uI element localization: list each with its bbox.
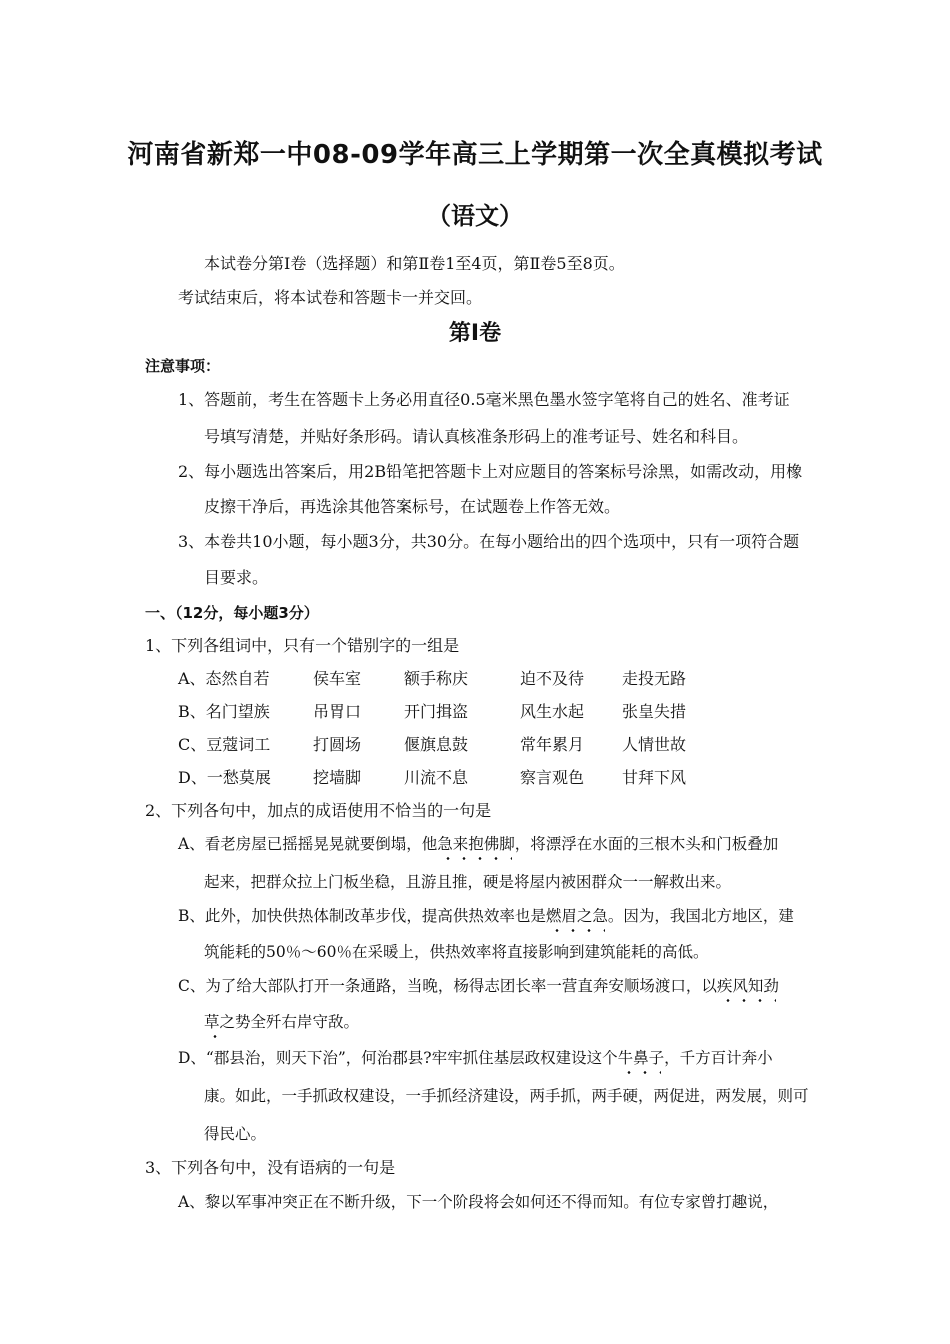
q2-option-c-line-2	[204, 1012, 359, 1032]
q3-option-a-line-1: A、黎以军事冲突正在不断升级，下一个阶段将会如何还不得而知。有位专家曾打趣说，	[178, 1193, 779, 1211]
note-3-line-b: 目要求。	[204, 568, 269, 587]
q2-c-text-post: 之势全歼右岸守敌。	[219, 1013, 360, 1031]
section-1-heading: 一、（12分，每小题3分）	[145, 604, 319, 622]
notes-heading: 注意事项：	[145, 357, 221, 375]
q2-a-text-pre: A、看老房屋已摇摇晃晃就要倒塌，他	[178, 835, 438, 853]
note-3-line-a: 3、本卷共10小题，每小题3分，共30分。在每小题给出的四个选项中，只有一项符合题	[178, 532, 800, 551]
q1-d-word-4: 察言观色	[520, 768, 585, 787]
q1-c-word-3: 偃旗息鼓	[404, 735, 469, 754]
q1-stem: 1、下列各组词中，只有一个错别字的一组是	[145, 636, 460, 655]
q1-d-label: D、一愁莫展	[178, 768, 271, 787]
q1-a-label: A、态然自若	[178, 669, 270, 688]
q1-d-word-5: 甘拜下风	[622, 768, 687, 787]
q1-b-word-3: 开门揖盗	[404, 702, 469, 721]
q2-option-d-line-3: 得民心。	[204, 1125, 267, 1143]
intro-line-2: 考试结束后，将本试卷和答题卡一并交回。	[178, 288, 483, 307]
q1-b-label: B、名门望族	[178, 702, 270, 721]
q1-a-word-5: 走投无路	[622, 669, 687, 688]
q1-a-word-3: 额手称庆	[404, 669, 469, 688]
q2-b-text-post: 。因为，我国北方地区，建	[607, 907, 794, 925]
q1-b-word-4: 风生水起	[520, 702, 585, 721]
q1-a-word-2: 侯车室	[313, 669, 362, 688]
note-2-line-b: 皮擦干净后，再选涂其他答案标号，在试题卷上作答无效。	[204, 497, 621, 516]
q2-option-d-line-1	[178, 1048, 773, 1068]
q1-c-label: C、豆蔻词工	[178, 735, 271, 754]
q2-d-text-pre: D、“郡县治，则天下治”，何治郡县?牢牢抓住基层政权建设这个	[178, 1049, 618, 1067]
q1-c-word-4: 常年累月	[520, 735, 585, 754]
q1-c-word-2: 打圆场	[313, 735, 362, 754]
q2-c-text-pre: C、为了给大部队打开一条通路，当晚，杨得志团长率一营直奔安顺场渡口，以	[178, 977, 717, 995]
q2-option-b-line-2: 筑能耗的50％～60％在采暖上，供热效率将直接影响到建筑能耗的高低。	[204, 943, 709, 961]
exam-subtitle: （语文）	[427, 202, 523, 230]
q1-a-word-4: 迫不及待	[520, 669, 585, 688]
q1-c-word-5: 人情世故	[622, 735, 687, 754]
q1-b-word-2: 吊胃口	[313, 702, 362, 721]
q2-b-dotted-idiom: 燃眉之急	[545, 907, 608, 925]
q2-option-a-line-2: 起来，把群众拉上门板坐稳，且游且推，硬是将屋内被困群众一一解救出来。	[204, 873, 732, 891]
q2-option-b-line-1	[178, 906, 794, 926]
intro-line-1: 本试卷分第Ⅰ卷（选择题）和第Ⅱ卷1至4页，第Ⅱ卷5至8页。	[204, 254, 625, 273]
q2-b-text-pre: B、此外，加快供热体制改革步伐，提高供热效率也是	[178, 907, 546, 925]
q1-d-word-2: 挖墙脚	[313, 768, 362, 787]
q2-a-dotted-idiom: 急来抱佛脚	[437, 835, 515, 853]
q2-option-c-line-1	[178, 976, 779, 996]
q2-c-dotted-idiom-part-2: 草	[204, 1013, 220, 1031]
q2-a-text-post: ，将漂浮在水面的三根木头和门板叠加	[514, 835, 779, 853]
q1-b-word-5: 张皇失措	[622, 702, 687, 721]
note-1-line-b: 号填写清楚，并贴好条形码。请认真核准条形码上的准考证号、姓名和科目。	[204, 427, 749, 446]
q3-stem: 3、下列各句中，没有语病的一句是	[145, 1158, 396, 1177]
volume-title: 第Ⅰ卷	[448, 321, 502, 346]
q2-c-dotted-idiom-part-1: 疾风知劲	[716, 977, 779, 995]
note-2-line-a: 2、每小题选出答案后，用2B铅笔把答题卡上对应题目的答案标号涂黑，如需改动，用橡	[178, 462, 803, 481]
q2-option-d-line-2: 康。如此，一手抓政权建设，一手抓经济建设，两手抓，两手硬，两促进，两发展，则可	[204, 1087, 809, 1105]
q1-d-word-3: 川流不息	[404, 768, 469, 787]
note-1-line-a: 1、答题前，考生在答题卡上务必用直径0.5毫米黑色墨水签字笔将自己的姓名、准考证	[178, 390, 790, 409]
q2-d-text-post: ，千方百计奔小	[664, 1049, 773, 1067]
q2-stem: 2、下列各句中，加点的成语使用不恰当的一句是	[145, 801, 492, 820]
q2-option-a-line-1	[178, 834, 778, 854]
q2-d-dotted-idiom: 牛鼻子	[617, 1049, 665, 1067]
exam-title: 河南省新郑一中08-09学年高三上学期第一次全真模拟考试	[127, 140, 823, 170]
